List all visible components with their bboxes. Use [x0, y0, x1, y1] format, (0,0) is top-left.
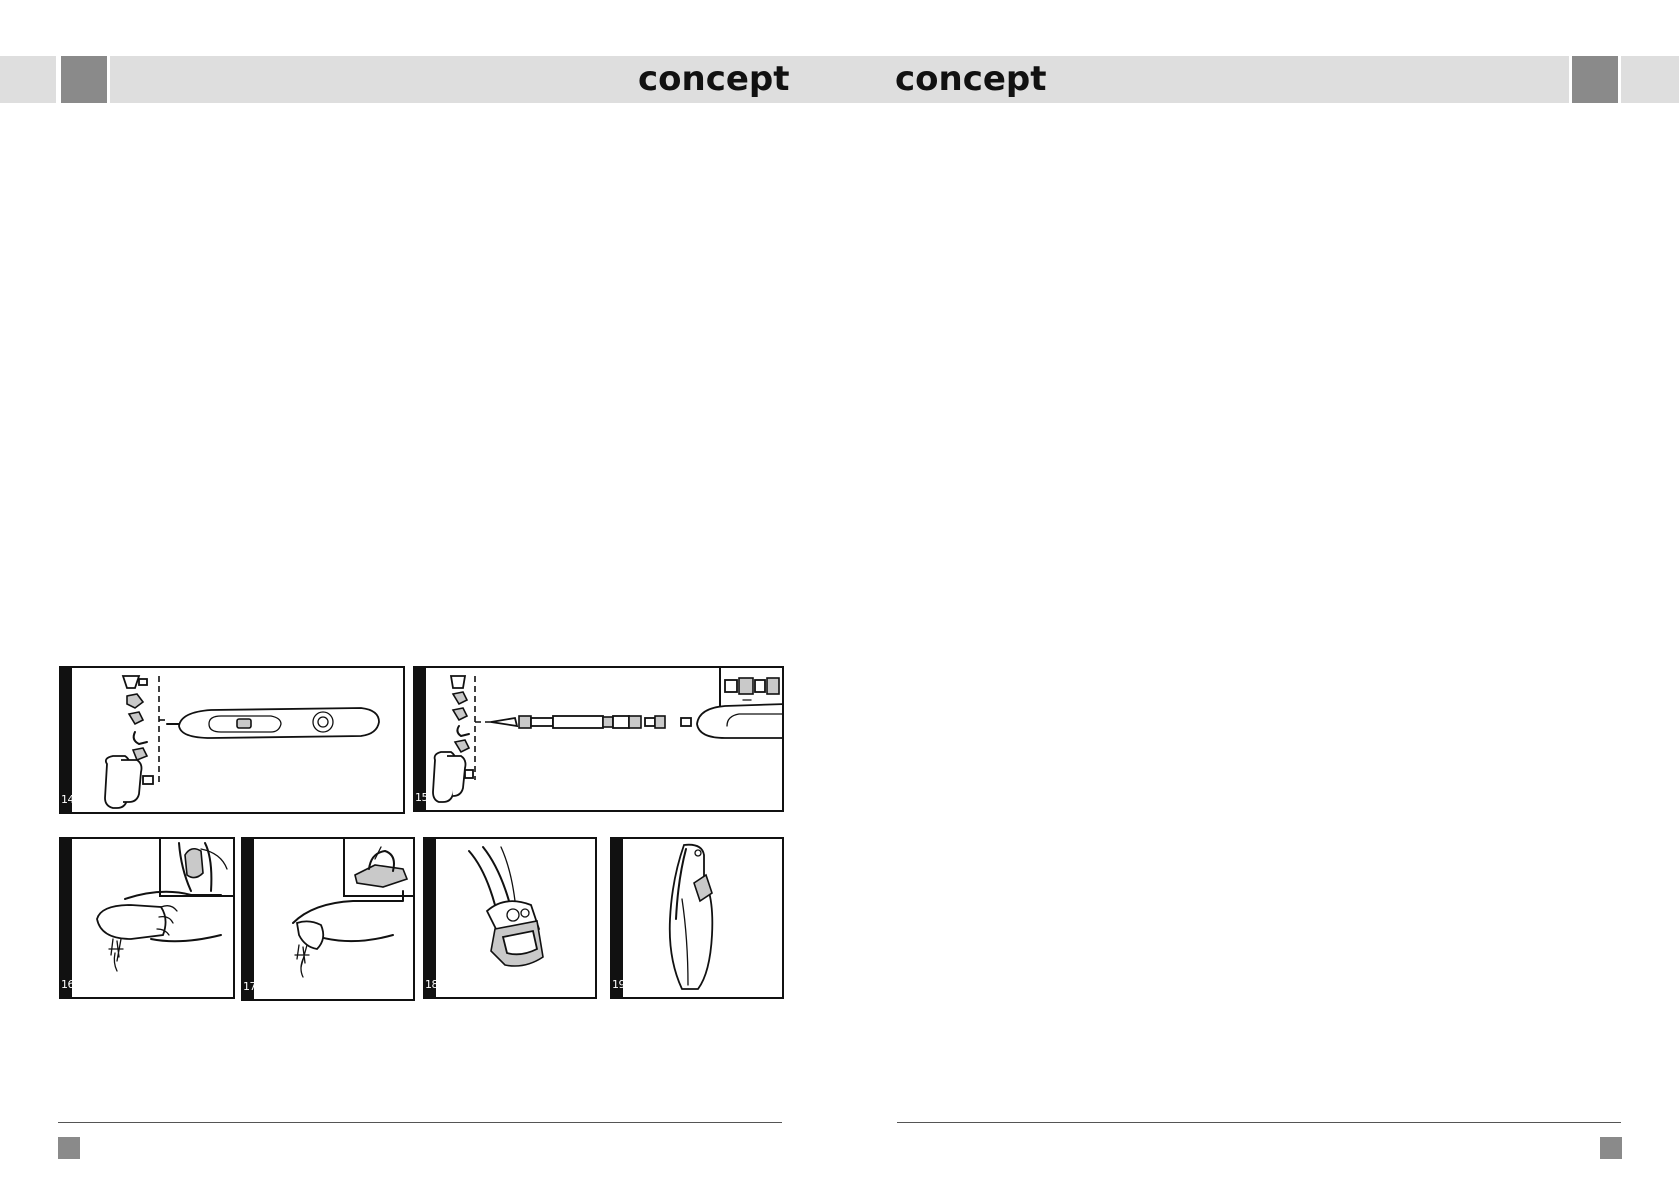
figure-number: 15	[415, 791, 428, 804]
figure-number: 16	[61, 978, 74, 991]
brand-logo-left: concept	[638, 59, 790, 99]
extension-tube-assembly-illustration	[415, 668, 782, 810]
footer-rule-right	[897, 1122, 1621, 1123]
handheld-steamer-with-accessories-illustration	[61, 668, 403, 812]
page-marker-top-right	[1572, 56, 1618, 103]
figure-16-panel	[59, 837, 235, 999]
brand-logo-right: concept	[895, 59, 1047, 99]
figure-15-panel	[413, 666, 784, 812]
page-marker-bottom-left	[58, 1137, 80, 1159]
header-band-right-margin	[1621, 56, 1679, 103]
header-band-left-margin	[0, 56, 56, 103]
hand-holding-pad-illustration	[243, 839, 413, 999]
steam-mop-upright-illustration	[612, 839, 782, 997]
figure-14-panel	[59, 666, 405, 814]
footer-rule-left	[58, 1122, 782, 1123]
page-marker-top-left	[61, 56, 107, 103]
figure-number: 17	[243, 980, 256, 993]
mop-head-attachment-illustration	[425, 839, 595, 997]
hand-emptying-nozzle-illustration	[61, 839, 233, 997]
figure-17-panel	[241, 837, 415, 1001]
figure-19-panel	[610, 837, 784, 999]
header-band	[110, 56, 1569, 103]
page-marker-bottom-right	[1600, 1137, 1622, 1159]
figure-18-panel	[423, 837, 597, 999]
figure-number: 18	[425, 978, 438, 991]
figure-number: 14	[61, 793, 74, 806]
figure-number: 19	[612, 978, 625, 991]
